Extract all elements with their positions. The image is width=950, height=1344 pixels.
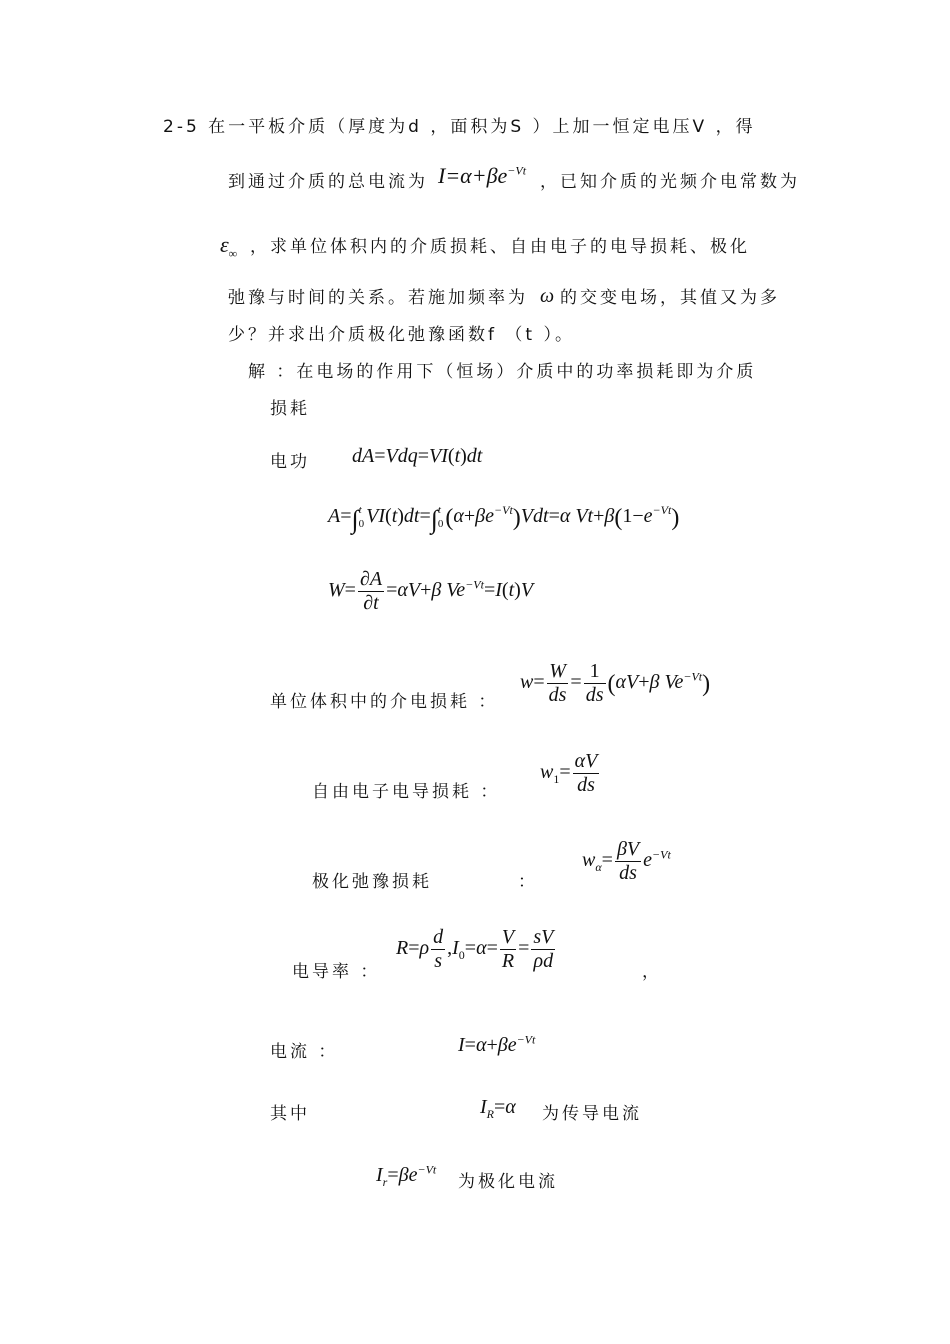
among-label: 其中 (270, 1104, 310, 1124)
formula-polarization-current: $I_r=\beta e^{-Vt}$ (376, 1162, 437, 1189)
problem-line-3-post: ，求单位体积内的介质损耗、自由电子的电导损耗、极化 (250, 237, 750, 257)
formula-work-integral: A=∫ t 0 VI(t)dt=∫ t 0 $(\alpha+\beta e^{-Vt})Vdt=\alpha$ $Vt+\beta(1-e^{-Vt})$ (328, 503, 680, 534)
free-electron-loss-label: 自由电子电导损耗 ： (312, 782, 501, 802)
symbol-omega: ω (540, 285, 555, 307)
work-label: 电功 (270, 452, 310, 472)
formula-unit-volume-loss: w= $\frac{W}{ds}$ = $\frac{1}{ds}$ (αV+β $Ve^{-Vt}$) (520, 660, 711, 706)
formula-free-electron-loss: $w_1=$ $\frac{\alpha V}{ds}$ (540, 750, 598, 796)
symbol-epsilon-infinity: $\varepsilon_\infty$ (220, 232, 238, 261)
formula-current: $I=\alpha+\beta e^{-Vt}$ (458, 1032, 536, 1056)
formula-power: W= $\frac{\partial A}{\partial t}$ =αV+β $Ve^{-Vt}=I(t)V$ (328, 568, 534, 614)
problem-line-2-pre: 到通过介质的总电流为 (228, 172, 428, 192)
formula-conductivity: R=ρ $\frac{d}{s}$ $,I_0=\alpha=$ $\frac{V}{R}$ = $\frac{sV}{\rho d}$ (396, 926, 554, 972)
conduction-current-text: 为传导电流 (542, 1104, 642, 1124)
conductivity-label: 电导率 ： (292, 962, 381, 982)
unit-volume-loss-label: 单位体积中的介电损耗 ： (270, 692, 499, 712)
problem-line-4-pre: 弛豫与时间的关系。若施加频率为 (228, 288, 528, 308)
conductivity-comma: ， (642, 962, 662, 982)
problem-line-4-post: 的交变电场，其值又为多 (560, 288, 780, 308)
formula-conduction-current: $I_R=\alpha$ (480, 1096, 516, 1121)
formula-work-differential: dA=Vdq=VI(t)dt (352, 445, 483, 467)
problem-line-5: 少？并求出介质极化弛豫函数f （t ）。 (228, 325, 575, 345)
solution-line-2: 损耗 (270, 399, 310, 419)
current-label: 电流 ： (270, 1042, 339, 1062)
polarization-loss-colon: ： (518, 872, 538, 892)
polarization-loss-label: 极化弛豫损耗 (312, 872, 432, 892)
formula-total-current: $I=\alpha+\beta e^{-Vt}$ (438, 163, 527, 188)
problem-line-2-post: ，已知介质的光频介电常数为 (540, 172, 800, 192)
problem-line-1: 2-5 在一平板介质（厚度为d ，面积为S ）上加一恒定电压V ，得 (163, 117, 756, 137)
formula-polarization-loss: $w_\alpha=$ $\frac{\beta V}{ds}$ $e^{-Vt}$ (582, 838, 671, 884)
solution-line-1: 解 ：在电场的作用下（恒场）介质中的功率损耗即为介质 (248, 362, 757, 382)
polarization-current-text: 为极化电流 (458, 1172, 558, 1192)
